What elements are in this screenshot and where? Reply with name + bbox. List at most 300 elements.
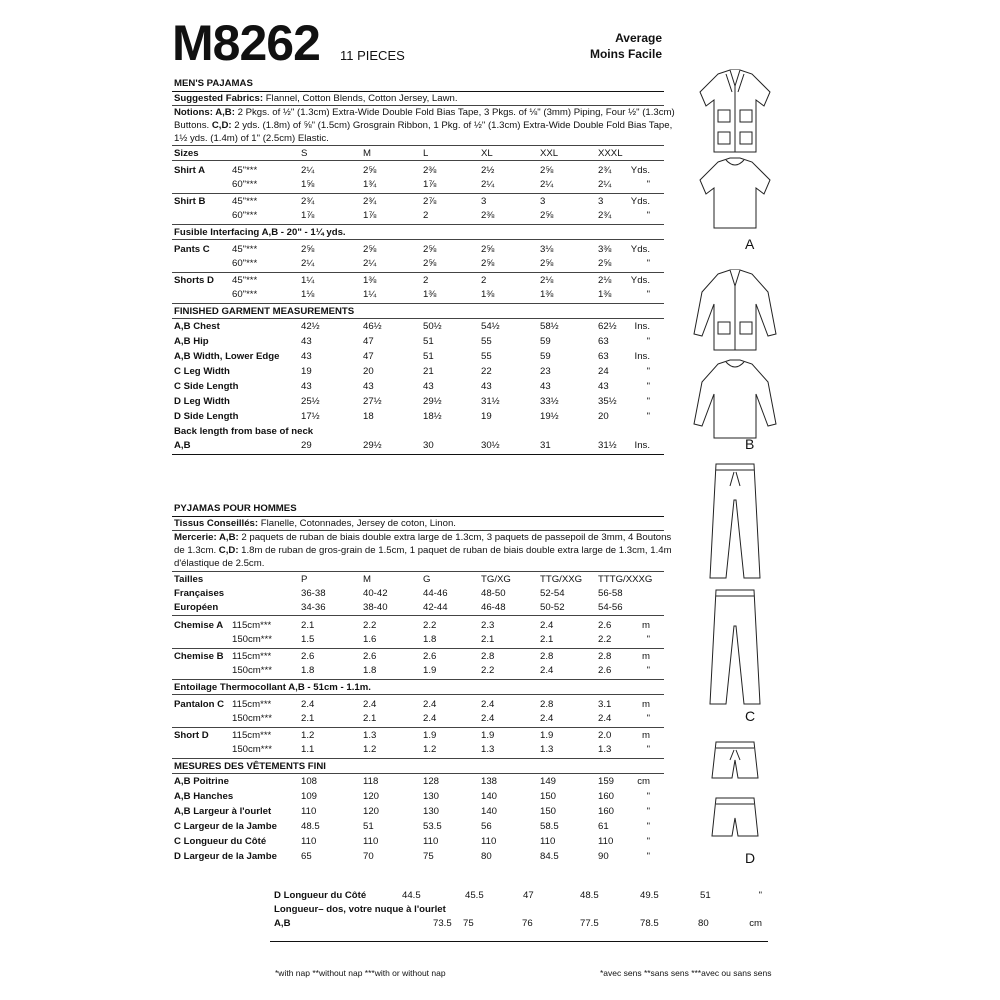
taille-header: TG/XG [481, 574, 511, 585]
measurement-fr-value: 51 [363, 821, 374, 832]
suggested-fabrics [174, 92, 458, 105]
measurement-en-value: 24 [598, 366, 609, 377]
shorts-d-back-sketch [712, 798, 758, 836]
francaises-value: 48-50 [481, 588, 506, 599]
yardage2-en-value: 1⅜ [598, 289, 612, 300]
yardage-en-value: 2 [423, 210, 429, 221]
measurement-en-value: 51 [423, 336, 434, 347]
measurement-fr-label: C Longueur du Côté [174, 836, 267, 847]
yardage-fr-value: 2.8 [598, 651, 612, 662]
divider-line [172, 615, 664, 616]
yardage2-fr-unit: " [646, 713, 650, 724]
divider-line [172, 758, 664, 759]
interfacing-en: Fusible Interfacing A,B - 20" - 1¼ yds. [174, 227, 346, 238]
yardage2-en-value: 2⅝ [481, 258, 495, 269]
yardage2-en-label: Shorts D [174, 275, 214, 286]
yardage-fr-unit: " [646, 665, 650, 676]
yardage2-en-value: 2¼ [363, 258, 377, 269]
yardage2-fr-value: 2.4 [481, 713, 495, 724]
measurement-fr-value: 140 [481, 806, 498, 817]
yardage2-en-unit: " [646, 289, 650, 300]
divider-line [172, 648, 664, 649]
yardage2-en-value: 2⅛ [540, 275, 554, 286]
measurement-en-label: A,B Chest [174, 321, 220, 332]
size-header: M [363, 148, 371, 159]
yardage-en-value: 2⅝ [540, 210, 554, 221]
yardage-fr-value: 1.5 [301, 634, 315, 645]
measurement-fr-value: 150 [540, 806, 557, 817]
back-length-en-value: 30 [423, 440, 434, 451]
yardage2-fr-value: 2.4 [540, 713, 554, 724]
measurement-en-value: 19 [481, 411, 492, 422]
yardage2-en-value: 1¼ [363, 289, 377, 300]
yardage2-en-value: 2¼ [301, 258, 315, 269]
yardage-fr-value: 2.2 [481, 665, 495, 676]
yardage2-fr-value: 1.9 [481, 730, 495, 741]
back-length-en-label: A,B [174, 440, 191, 451]
yardage-fr-value: 1.8 [301, 665, 315, 676]
yardage2-en-value: 2⅝ [423, 258, 437, 269]
measurement-fr-value: 130 [423, 791, 440, 802]
suggested-fabrics-part: Flannel, Cotton Blends, Cotton Jersey, Lawn. [263, 93, 458, 104]
yardage-fr-value: 2.6 [598, 620, 612, 631]
measurement-fr-value: 160 [598, 791, 615, 802]
measurement-en-value: 47 [363, 336, 374, 347]
measurement-en-value: 43 [301, 351, 312, 362]
shirt-a-front-sketch [700, 70, 770, 152]
measurement-en-value: 21 [423, 366, 434, 377]
measurement-en-value: 59 [540, 351, 551, 362]
taille-header: P [301, 574, 308, 585]
europeen-value: 34-36 [301, 602, 326, 613]
yardage2-en-width: 60"*** [232, 258, 258, 269]
interfacing-fr: Entoilage Thermocollant A,B - 51cm - 1.1m. [174, 682, 371, 693]
mercerie-line-3 [174, 557, 264, 570]
measurement-en-unit: " [646, 366, 650, 377]
measurement-en-value: 18 [363, 411, 374, 422]
yardage-en-value: 2½ [481, 165, 495, 176]
yardage-fr-value: 2.2 [363, 620, 377, 631]
yardage2-fr-value: 1.3 [540, 744, 554, 755]
yardage-en-value: 2¼ [598, 179, 612, 190]
yardage-fr-value: 2.4 [540, 665, 554, 676]
yardage-en-value: 2¾ [598, 165, 612, 176]
measurement-fr-value: 110 [598, 836, 614, 847]
measurement-fr-offset-label: D Longueur du Côté [274, 890, 367, 901]
yardage-en-value: 2¼ [540, 179, 554, 190]
taille-header: G [423, 574, 431, 585]
measurement-en-value: 46½ [363, 321, 382, 332]
measurement-fr-label: A,B Poitrine [174, 776, 229, 787]
measurement-fr-offset-value: 47 [523, 890, 534, 901]
yardage-en-value: 3 [481, 196, 487, 207]
measurement-en-value: 22 [481, 366, 492, 377]
yardage2-en-value: 1⅜ [481, 289, 495, 300]
measurement-en-value: 43 [301, 381, 312, 392]
size-header: XL [481, 148, 493, 159]
europeen-value: 42-44 [423, 602, 448, 613]
yardage-en-value: 1⅝ [301, 179, 315, 190]
divider-line [172, 727, 664, 728]
mercerie-line-2-part: 1.8m de ruban de gros-grain de 1.5cm, 1 paquet de ruban de biais double extra large de 1.3cm, 1.4m [238, 545, 672, 556]
measurement-en-label: C Leg Width [174, 366, 230, 377]
yardage2-fr-width: 150cm*** [232, 713, 272, 724]
yardage2-fr-value: 1.2 [423, 744, 437, 755]
yardage-fr-unit: m [642, 651, 650, 662]
back-length-en-value: 29 [301, 440, 312, 451]
mercerie-line-2-part: C,D: [218, 545, 239, 556]
notions-line-2 [174, 119, 672, 132]
divider-line [172, 193, 664, 194]
measurement-fr-value: 109 [301, 791, 318, 802]
yardage-fr-value: 2.1 [540, 634, 554, 645]
yardage-fr-width: 150cm*** [232, 634, 272, 645]
measurement-en-value: 20 [598, 411, 609, 422]
measurement-en-label: D Leg Width [174, 396, 230, 407]
measurement-en-value: 25½ [301, 396, 320, 407]
francaises-value: 56-58 [598, 588, 623, 599]
mercerie-line-1-part: Mercerie: A,B: [174, 532, 239, 543]
yardage-en-value: 1⅞ [363, 210, 377, 221]
divider-line [172, 145, 664, 146]
yardage2-en-label: Pants C [174, 244, 210, 255]
yardage2-en-width: 60"*** [232, 289, 258, 300]
back-length-fr-value: 78.5 [640, 918, 659, 929]
measurement-en-unit: Ins. [634, 351, 650, 362]
measurement-en-value: 43 [301, 336, 312, 347]
back-length-fr-value: 77.5 [580, 918, 599, 929]
measurement-fr-value: 110 [423, 836, 439, 847]
europeen-value: 38-40 [363, 602, 388, 613]
mercerie-line-2 [174, 544, 672, 557]
measurement-en-label: D Side Length [174, 411, 239, 422]
measurement-en-unit: Ins. [634, 321, 650, 332]
yardage-fr-value: 2.6 [423, 651, 437, 662]
measurement-fr-value: 58.5 [540, 821, 559, 832]
notions-line-2-part: Buttons. [174, 120, 212, 131]
measurement-en-value: 33½ [540, 396, 559, 407]
yardage2-en-value: 1⅜ [363, 275, 377, 286]
measurement-en-value: 59 [540, 336, 551, 347]
yardage-en-width: 60"*** [232, 179, 258, 190]
measurement-en-unit: " [646, 336, 650, 347]
pants-c-front-sketch [710, 464, 760, 578]
yardage2-en-value: 2⅝ [301, 244, 315, 255]
pattern-number: M8262 [172, 15, 320, 71]
back-length-fr-label: A,B [274, 918, 291, 929]
view-label-d: D [745, 850, 756, 866]
yardage2-en-value: 2⅝ [598, 258, 612, 269]
french-heading: PYJAMAS POUR HOMMES [174, 503, 297, 514]
yardage2-en-value: 2⅝ [481, 244, 495, 255]
yardage2-fr-value: 2.4 [301, 699, 315, 710]
notions-line-2-part: C,D: [211, 120, 232, 131]
measurement-en-value: 19½ [540, 411, 559, 422]
size-header: L [423, 148, 429, 159]
back-length-label-en: Back length from base of neck [174, 426, 314, 437]
divider-line [172, 303, 664, 304]
yardage-fr-label: Chemise B [174, 651, 224, 662]
yardage2-en-value: 2⅝ [363, 244, 377, 255]
back-length-fr-value: 80 [698, 918, 709, 929]
measurement-fr-value: 70 [363, 851, 374, 862]
yardage-fr-value: 2.1 [301, 620, 315, 631]
francaises-value: 40-42 [363, 588, 388, 599]
measurement-en-value: 58½ [540, 321, 559, 332]
measurement-fr-value: 84.5 [540, 851, 559, 862]
pants-c-back-sketch [710, 590, 760, 704]
measurement-fr-value: 48.5 [301, 821, 320, 832]
europeen-value: 50-52 [540, 602, 565, 613]
measurement-en-value: 63 [598, 336, 609, 347]
yardage2-fr-value: 2.1 [363, 713, 377, 724]
measurement-fr-label: C Largeur de la Jambe [174, 821, 277, 832]
measurement-en-value: 18½ [423, 411, 442, 422]
measurement-en-value: 31½ [481, 396, 500, 407]
back-length-fr-unit: cm [749, 918, 762, 929]
measurement-fr-offset-value: 49.5 [640, 890, 659, 901]
measurement-en-value: 43 [540, 381, 551, 392]
measurement-fr-offset-value: 51 [700, 890, 711, 901]
mercerie-line-1-part: 2 paquets de ruban de biais double extra large de 1.3cm, 3 paquets de passepoil de 3mm, 4 Boutons [238, 532, 672, 543]
measurement-fr-value: 120 [363, 806, 380, 817]
yardage2-en-value: 2 [481, 275, 487, 286]
yardage-fr-value: 2.8 [481, 651, 495, 662]
shorts-d-front-sketch [712, 742, 758, 778]
divider-line [172, 773, 664, 774]
yardage-en-label: Shirt B [174, 196, 206, 207]
measurement-fr-value: 108 [301, 776, 318, 787]
measurement-fr-value: 140 [481, 791, 498, 802]
back-length-en-value: 31½ [598, 440, 617, 451]
yardage2-fr-value: 2.8 [540, 699, 554, 710]
yardage2-fr-value: 2.4 [423, 713, 437, 724]
measurement-fr-value: 110 [301, 806, 317, 817]
tailles-label: Tailles [174, 574, 204, 585]
notions-line-1-part: Notions: A,B: [174, 107, 235, 118]
yardage2-fr-value: 1.9 [540, 730, 554, 741]
divider-line [172, 272, 664, 273]
yardage2-en-value: 3⅛ [540, 244, 554, 255]
shirt-b-back-sketch [694, 360, 776, 438]
yardage-en-value: 1¾ [363, 179, 377, 190]
divider-line [172, 571, 664, 572]
europeen-label: Européen [174, 602, 219, 613]
yardage-en-value: 2⅝ [540, 165, 554, 176]
tissus-conseilles-part: Tissus Conseillés: [174, 518, 259, 529]
divider-line [172, 454, 664, 455]
measurement-en-value: 19 [301, 366, 312, 377]
shirt-b-front-sketch [694, 270, 776, 350]
tissus-conseilles [174, 517, 456, 530]
yardage-en-unit: Yds. [630, 165, 650, 176]
yardage2-en-unit: Yds. [630, 275, 650, 286]
measurement-en-value: 50½ [423, 321, 442, 332]
measurement-fr-value: 80 [481, 851, 492, 862]
yardage2-fr-value: 2.4 [481, 699, 495, 710]
divider-line [270, 941, 768, 942]
measurement-fr-label: D Largeur de la Jambe [174, 851, 277, 862]
notions-line-1 [174, 106, 675, 119]
yardage-en-value: 2⅜ [481, 210, 495, 221]
measurement-fr-value: 120 [363, 791, 380, 802]
measurement-fr-value: 149 [540, 776, 557, 787]
measurement-en-unit: " [646, 381, 650, 392]
yardage2-en-value: 3⅜ [598, 244, 612, 255]
yardage2-fr-width: 150cm*** [232, 744, 272, 755]
yardage-fr-value: 2.8 [540, 651, 554, 662]
measurement-fr-value: 53.5 [423, 821, 442, 832]
measurement-en-value: 43 [423, 381, 434, 392]
legend-english: *with nap **without nap ***with or without nap [275, 968, 446, 978]
yardage-en-width: 45"*** [232, 196, 258, 207]
yardage2-en-value: 1⅛ [301, 289, 315, 300]
yardage2-en-unit: " [646, 258, 650, 269]
measurement-en-value: 43 [481, 381, 492, 392]
measurement-fr-unit: cm [637, 776, 650, 787]
measurement-fr-value: 150 [540, 791, 557, 802]
suggested-fabrics-part: Suggested Fabrics: [174, 93, 264, 104]
yardage2-fr-value: 1.1 [301, 744, 315, 755]
mercerie-line-1 [174, 531, 671, 544]
yardage2-en-value: 2⅛ [598, 275, 612, 286]
view-label-b: B [745, 436, 755, 452]
measurement-en-value: 20 [363, 366, 374, 377]
measurement-fr-value: 159 [598, 776, 615, 787]
measurement-fr-value: 65 [301, 851, 312, 862]
measurement-fr-unit: " [646, 806, 650, 817]
yardage-fr-value: 2.2 [423, 620, 437, 631]
measurement-fr-value: 110 [301, 836, 317, 847]
measurement-fr-value: 130 [423, 806, 440, 817]
garment-sketches [690, 60, 780, 885]
yardage2-en-value: 1⅜ [423, 289, 437, 300]
yardage-fr-value: 1.8 [423, 634, 437, 645]
measurements-heading-fr: MESURES DES VÊTEMENTS FINI [174, 761, 326, 772]
measurements-heading-en: FINISHED GARMENT MEASUREMENTS [174, 306, 355, 317]
yardage-en-unit: " [646, 210, 650, 221]
yardage-en-value: 2⅜ [423, 165, 437, 176]
yardage-fr-value: 2.2 [598, 634, 612, 645]
shirt-a-back-sketch [700, 158, 770, 228]
yardage2-fr-width: 115cm*** [232, 730, 272, 741]
back-length-fr-value: 76 [522, 918, 533, 929]
yardage-en-label: Shirt A [174, 165, 206, 176]
yardage2-fr-value: 2.4 [363, 699, 377, 710]
measurement-fr-value: 110 [481, 836, 497, 847]
yardage-fr-value: 2.3 [481, 620, 495, 631]
size-header: S [301, 148, 308, 159]
back-length-fr-value: 73.5 [433, 918, 452, 929]
measurement-en-value: 62½ [598, 321, 617, 332]
yardage-en-value: 2¾ [301, 196, 315, 207]
measurement-fr-label: A,B Hanches [174, 791, 234, 802]
measurement-fr-value: 90 [598, 851, 609, 862]
yardage2-en-value: 1¼ [301, 275, 315, 286]
english-heading: MEN'S PAJAMAS [174, 78, 253, 89]
yardage-fr-value: 2.6 [301, 651, 315, 662]
yardage-fr-value: 2.4 [540, 620, 554, 631]
francaises-label: Françaises [174, 588, 225, 599]
europeen-value: 46-48 [481, 602, 506, 613]
yardage2-en-value: 1⅜ [540, 289, 554, 300]
yardage-en-value: 2¼ [301, 165, 315, 176]
measurement-fr-value: 160 [598, 806, 615, 817]
yardage-en-value: 2⅞ [423, 196, 437, 207]
europeen-value: 54-56 [598, 602, 623, 613]
measurement-en-unit: " [646, 396, 650, 407]
francaises-value: 36-38 [301, 588, 326, 599]
yardage2-fr-value: 2.1 [301, 713, 315, 724]
yardage2-fr-value: 3.1 [598, 699, 612, 710]
size-header: XXL [540, 148, 559, 159]
measurement-en-unit: " [646, 411, 650, 422]
size-header: XXXL [598, 148, 623, 159]
yardage-fr-value: 2.6 [598, 665, 612, 676]
measurement-fr-value: 118 [363, 776, 379, 787]
yardage-fr-width: 150cm*** [232, 665, 272, 676]
yardage-fr-width: 115cm*** [232, 620, 272, 631]
notions-line-3 [174, 132, 329, 145]
divider-line [172, 224, 664, 225]
yardage-fr-value: 1.8 [363, 665, 377, 676]
view-label-a: A [745, 236, 755, 252]
measurement-en-label: A,B Width, Lower Edge [174, 351, 280, 362]
taille-header: M [363, 574, 371, 585]
yardage2-fr-value: 1.3 [598, 744, 612, 755]
yardage-fr-value: 2.1 [481, 634, 495, 645]
yardage-en-unit: " [646, 179, 650, 190]
measurement-fr-value: 138 [481, 776, 498, 787]
measurement-fr-value: 128 [423, 776, 440, 787]
measurement-fr-label: A,B Largeur à l'ourlet [174, 806, 272, 817]
yardage-fr-width: 115cm*** [232, 651, 272, 662]
divider-line [172, 679, 664, 680]
yardage-en-unit: Yds. [630, 196, 650, 207]
measurement-en-value: 55 [481, 336, 492, 347]
measurement-fr-offset-value: 48.5 [580, 890, 599, 901]
yardage-en-value: 3 [598, 196, 604, 207]
divider-line [172, 160, 664, 161]
yardage-fr-value: 2.6 [363, 651, 377, 662]
yardage-en-value: 2¾ [363, 196, 377, 207]
measurement-en-value: 29½ [423, 396, 442, 407]
measurement-fr-value: 75 [423, 851, 434, 862]
tissus-conseilles-part: Flanelle, Cotonnades, Jersey de coton, Linon. [258, 518, 456, 529]
measurement-en-value: 63 [598, 351, 609, 362]
measurement-en-label: C Side Length [174, 381, 239, 392]
yardage-en-value: 3 [540, 196, 546, 207]
yardage2-fr-value: 1.3 [363, 730, 377, 741]
mercerie-line-3-part: d'élastique de 2.5cm. [174, 558, 265, 569]
yardage2-fr-value: 1.9 [423, 730, 437, 741]
measurement-fr-value: 110 [540, 836, 556, 847]
back-length-en-value: 30½ [481, 440, 500, 451]
yardage2-en-value: 2⅝ [423, 244, 437, 255]
measurement-fr-value: 56 [481, 821, 492, 832]
legend-french: *avec sens **sans sens ***avec ou sans sens [600, 968, 772, 978]
back-length-fr-value: 75 [463, 918, 474, 929]
yardage2-fr-unit: m [642, 730, 650, 741]
back-length-en-unit: Ins. [634, 440, 650, 451]
measurement-en-value: 54½ [481, 321, 500, 332]
francaises-value: 44-46 [423, 588, 448, 599]
sizes-label: Sizes [174, 148, 199, 159]
view-label-c: C [745, 708, 756, 724]
yardage2-fr-value: 1.2 [301, 730, 315, 741]
yardage2-fr-width: 115cm*** [232, 699, 272, 710]
measurement-en-value: 27½ [363, 396, 382, 407]
